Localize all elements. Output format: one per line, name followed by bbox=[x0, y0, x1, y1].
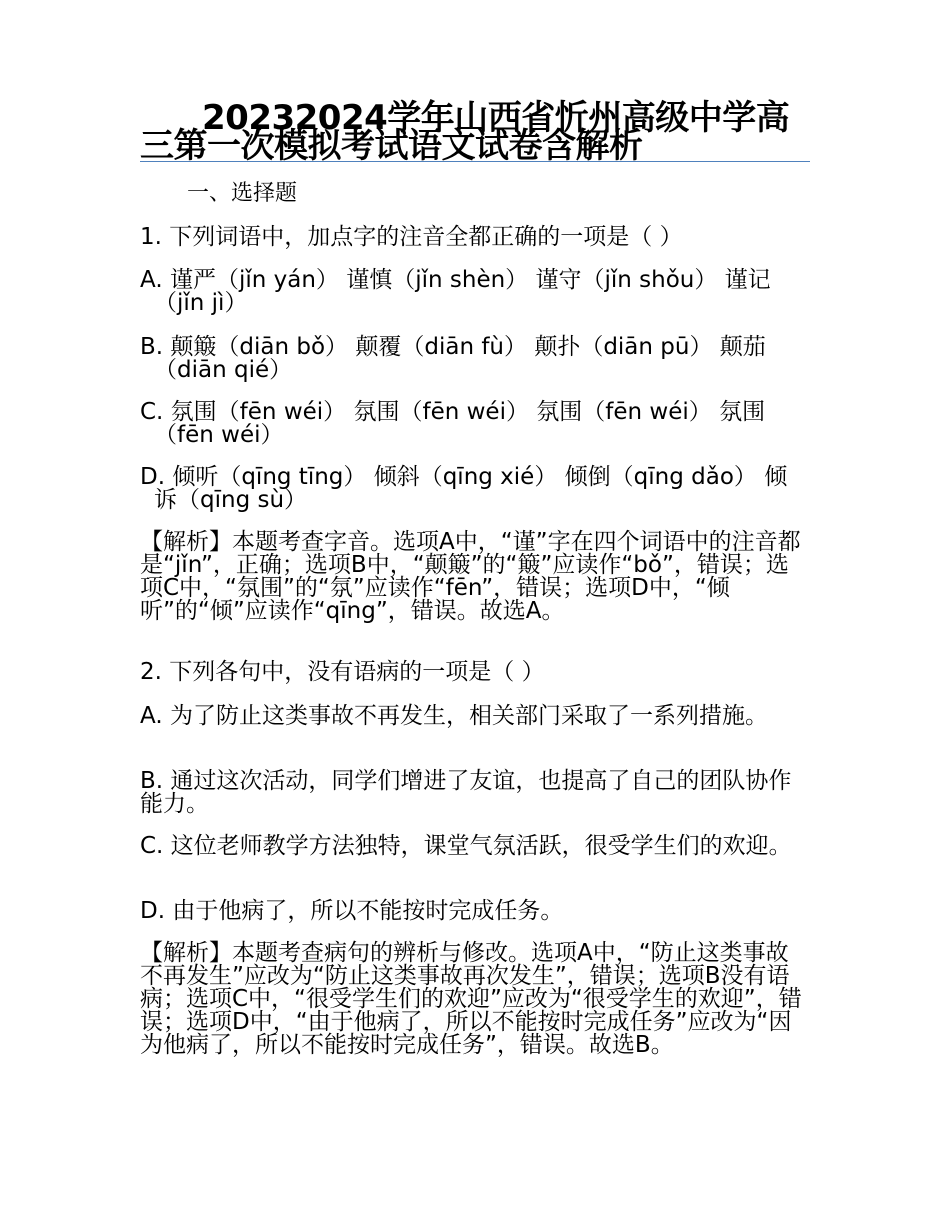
question-1-option-b: B. 颠簸（diān bǒ） 颠覆（diān fù） 颠扑（diān pū） 颠茄（diān qié） bbox=[140, 334, 766, 383]
title-underline bbox=[140, 161, 810, 162]
section-heading: 一、选择题 bbox=[187, 181, 298, 206]
question-2-analysis: 【解析】本题考查病句的辨析与修改。选项A中，“防止这类事故不再发生”应改为“防止这类事故再次发生”，错误；选项B没有语病；选项C中，“很受学生们的欢迎”应改为“很受学生的欢迎”，错误；选项D中，“由于他病了，所以不能按时完成任务”应改为“因为他病了，所以不能按时完成任务”，错误。故选B。 bbox=[140, 940, 802, 1058]
question-2-stem: 2. 下列各句中，没有语病的一项是（ ） bbox=[140, 659, 545, 685]
question-2-option-d: D. 由于他病了，所以不能按时完成任务。 bbox=[140, 898, 564, 924]
question-1-stem: 1. 下列词语中，加点字的注音全都正确的一项是（ ） bbox=[140, 224, 683, 250]
question-2-option-a: A. 为了防止这类事故不再发生，相关部门采取了一系列措施。 bbox=[140, 703, 768, 729]
document-title: 20232024学年山西省忻州高级中学高三第一次模拟考试语文试卷含解析 bbox=[140, 98, 790, 166]
question-1-option-c: C. 氛围（fēn wéi） 氛围（fēn wéi） 氛围（fēn wéi） 氛围（fēn wéi） bbox=[140, 399, 766, 448]
question-1-option-d: D. 倾听（qīng tīng） 倾斜（qīng xié） 倾倒（qīng dǎo） 倾诉（qīng sù） bbox=[140, 464, 788, 513]
question-2-option-c: C. 这位老师教学方法独特，课堂气氛活跃，很受学生们的欢迎。 bbox=[140, 833, 792, 859]
question-2-option-b: B. 通过这次活动，同学们增进了友谊，也提高了自己的团队协作能力。 bbox=[140, 768, 792, 817]
question-1-analysis: 【解析】本题考查字音。选项A中，“谨”字在四个词语中的注音都是“jǐn”，正确；选项B中，“颠簸”的“簸”应读作“bǒ”，错误；选项C中，“氛围”的“氛”应读作“fēn”，错误；选项D中，“倾听”的“倾”应读作“qīng”，错误。故选A。 bbox=[140, 529, 801, 624]
question-1-option-a: A. 谨严（jǐn yán） 谨慎（jǐn shèn） 谨守（jǐn shǒu） 谨记（jǐn jì） bbox=[140, 267, 771, 316]
